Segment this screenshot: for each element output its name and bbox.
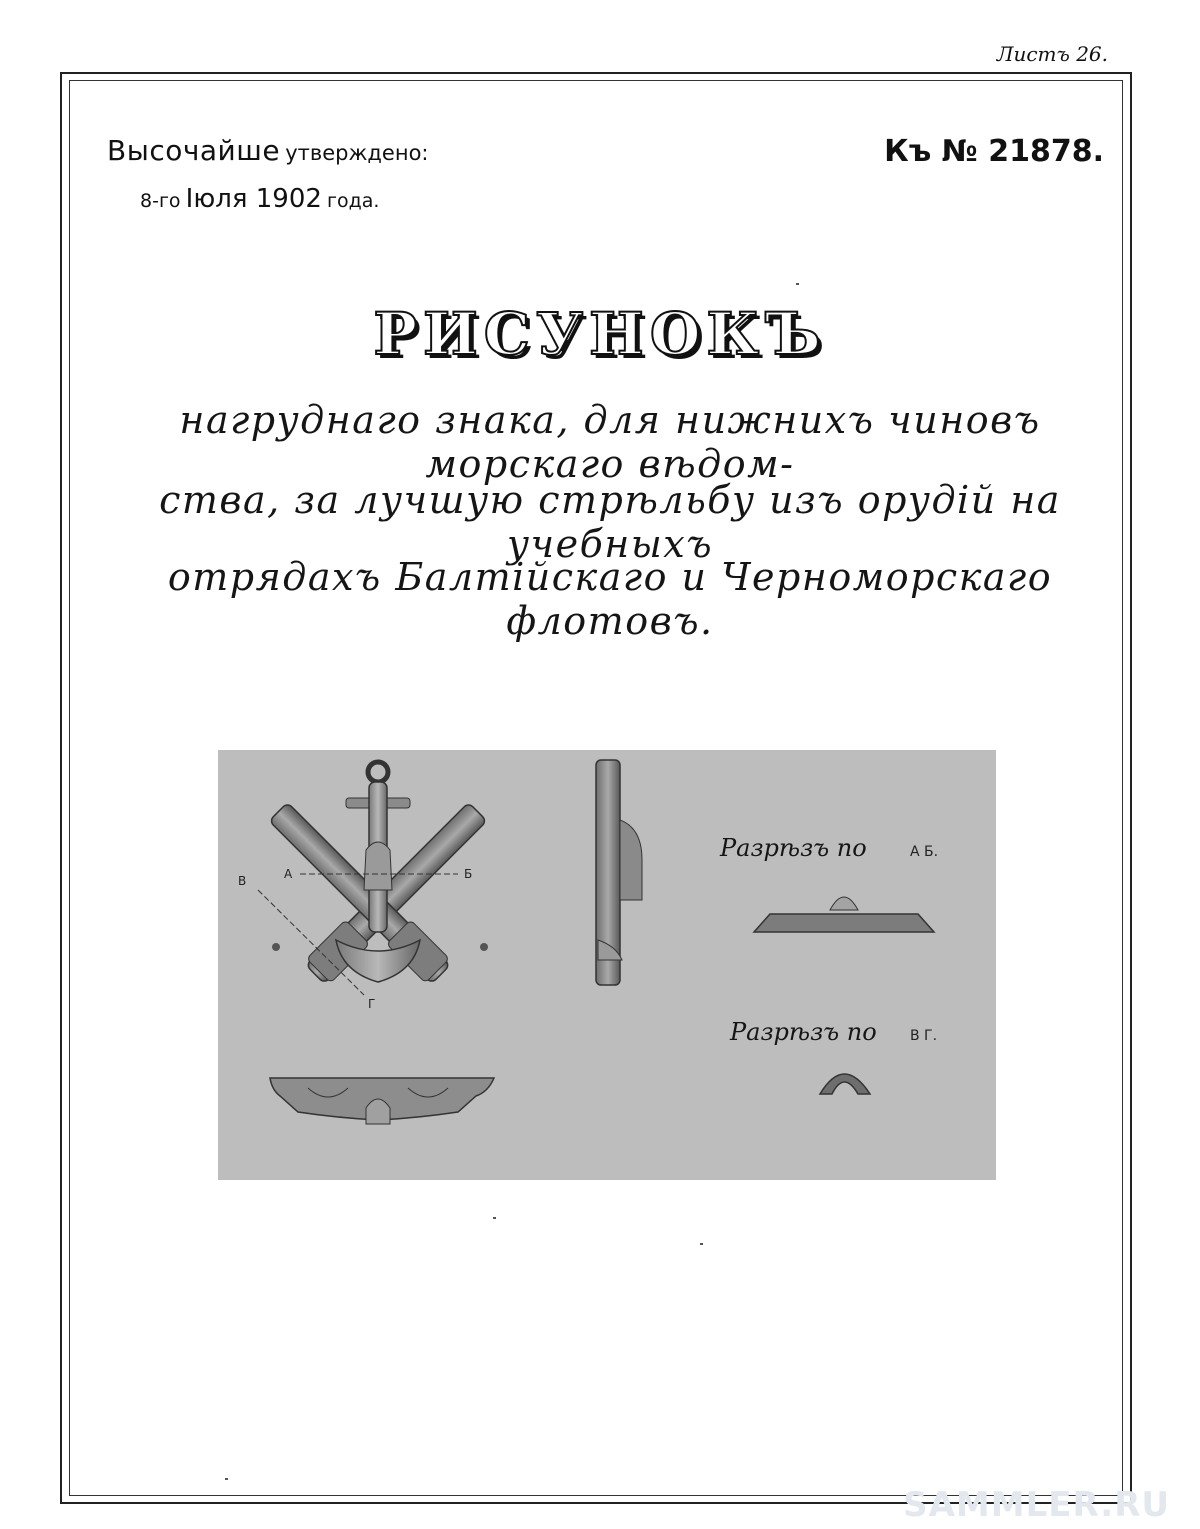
badge-drawing <box>218 750 996 1180</box>
approval-date <box>140 184 379 214</box>
badge-bottom-view <box>270 1078 494 1124</box>
date-month-year: Іюля 1902 <box>185 184 322 214</box>
approval-note <box>107 134 429 167</box>
sheet-number: Листъ 26. <box>996 42 1108 66</box>
section-ab-caption: Разрѣзъ по <box>720 834 867 862</box>
badge-drawing-plate <box>218 750 996 1180</box>
section-ab <box>719 834 938 932</box>
speck <box>700 1243 703 1245</box>
description-line-1: нагруднаго знака, для нижнихъ чиновъ морскаго вѣдом- <box>179 398 1041 486</box>
badge-front-view <box>238 762 490 1011</box>
watermark: SAMMLER.RU <box>903 1485 1170 1525</box>
section-ab-letters: А Б. <box>910 844 939 860</box>
speck <box>225 1478 228 1480</box>
description-line-3: отрядахъ Балтійскаго и Черноморскаго флотовъ. <box>167 555 1053 643</box>
mark-v: В <box>238 874 247 888</box>
description-line-2: ства, за лучшую стрѣльбу изъ орудій на учебныхъ <box>159 478 1061 566</box>
date-day: 8-го <box>140 190 181 212</box>
speck <box>493 1217 496 1219</box>
speck <box>796 283 799 285</box>
mark-g: Г <box>368 997 376 1011</box>
date-suffix: года. <box>327 190 380 212</box>
document-number: Къ № 21878. <box>884 134 1104 169</box>
section-vg-letters: В Г. <box>910 1028 938 1044</box>
section-vg <box>729 1018 937 1094</box>
mark-b: Б <box>464 867 473 881</box>
page-title: РИСУНОКЪ <box>373 300 827 368</box>
badge-side-view <box>596 760 642 985</box>
approval-word: Высочайше <box>107 134 281 167</box>
section-vg-caption: Разрѣзъ по <box>730 1018 877 1046</box>
approval-status: утверждено: <box>285 141 429 165</box>
mark-a: А <box>284 867 293 881</box>
